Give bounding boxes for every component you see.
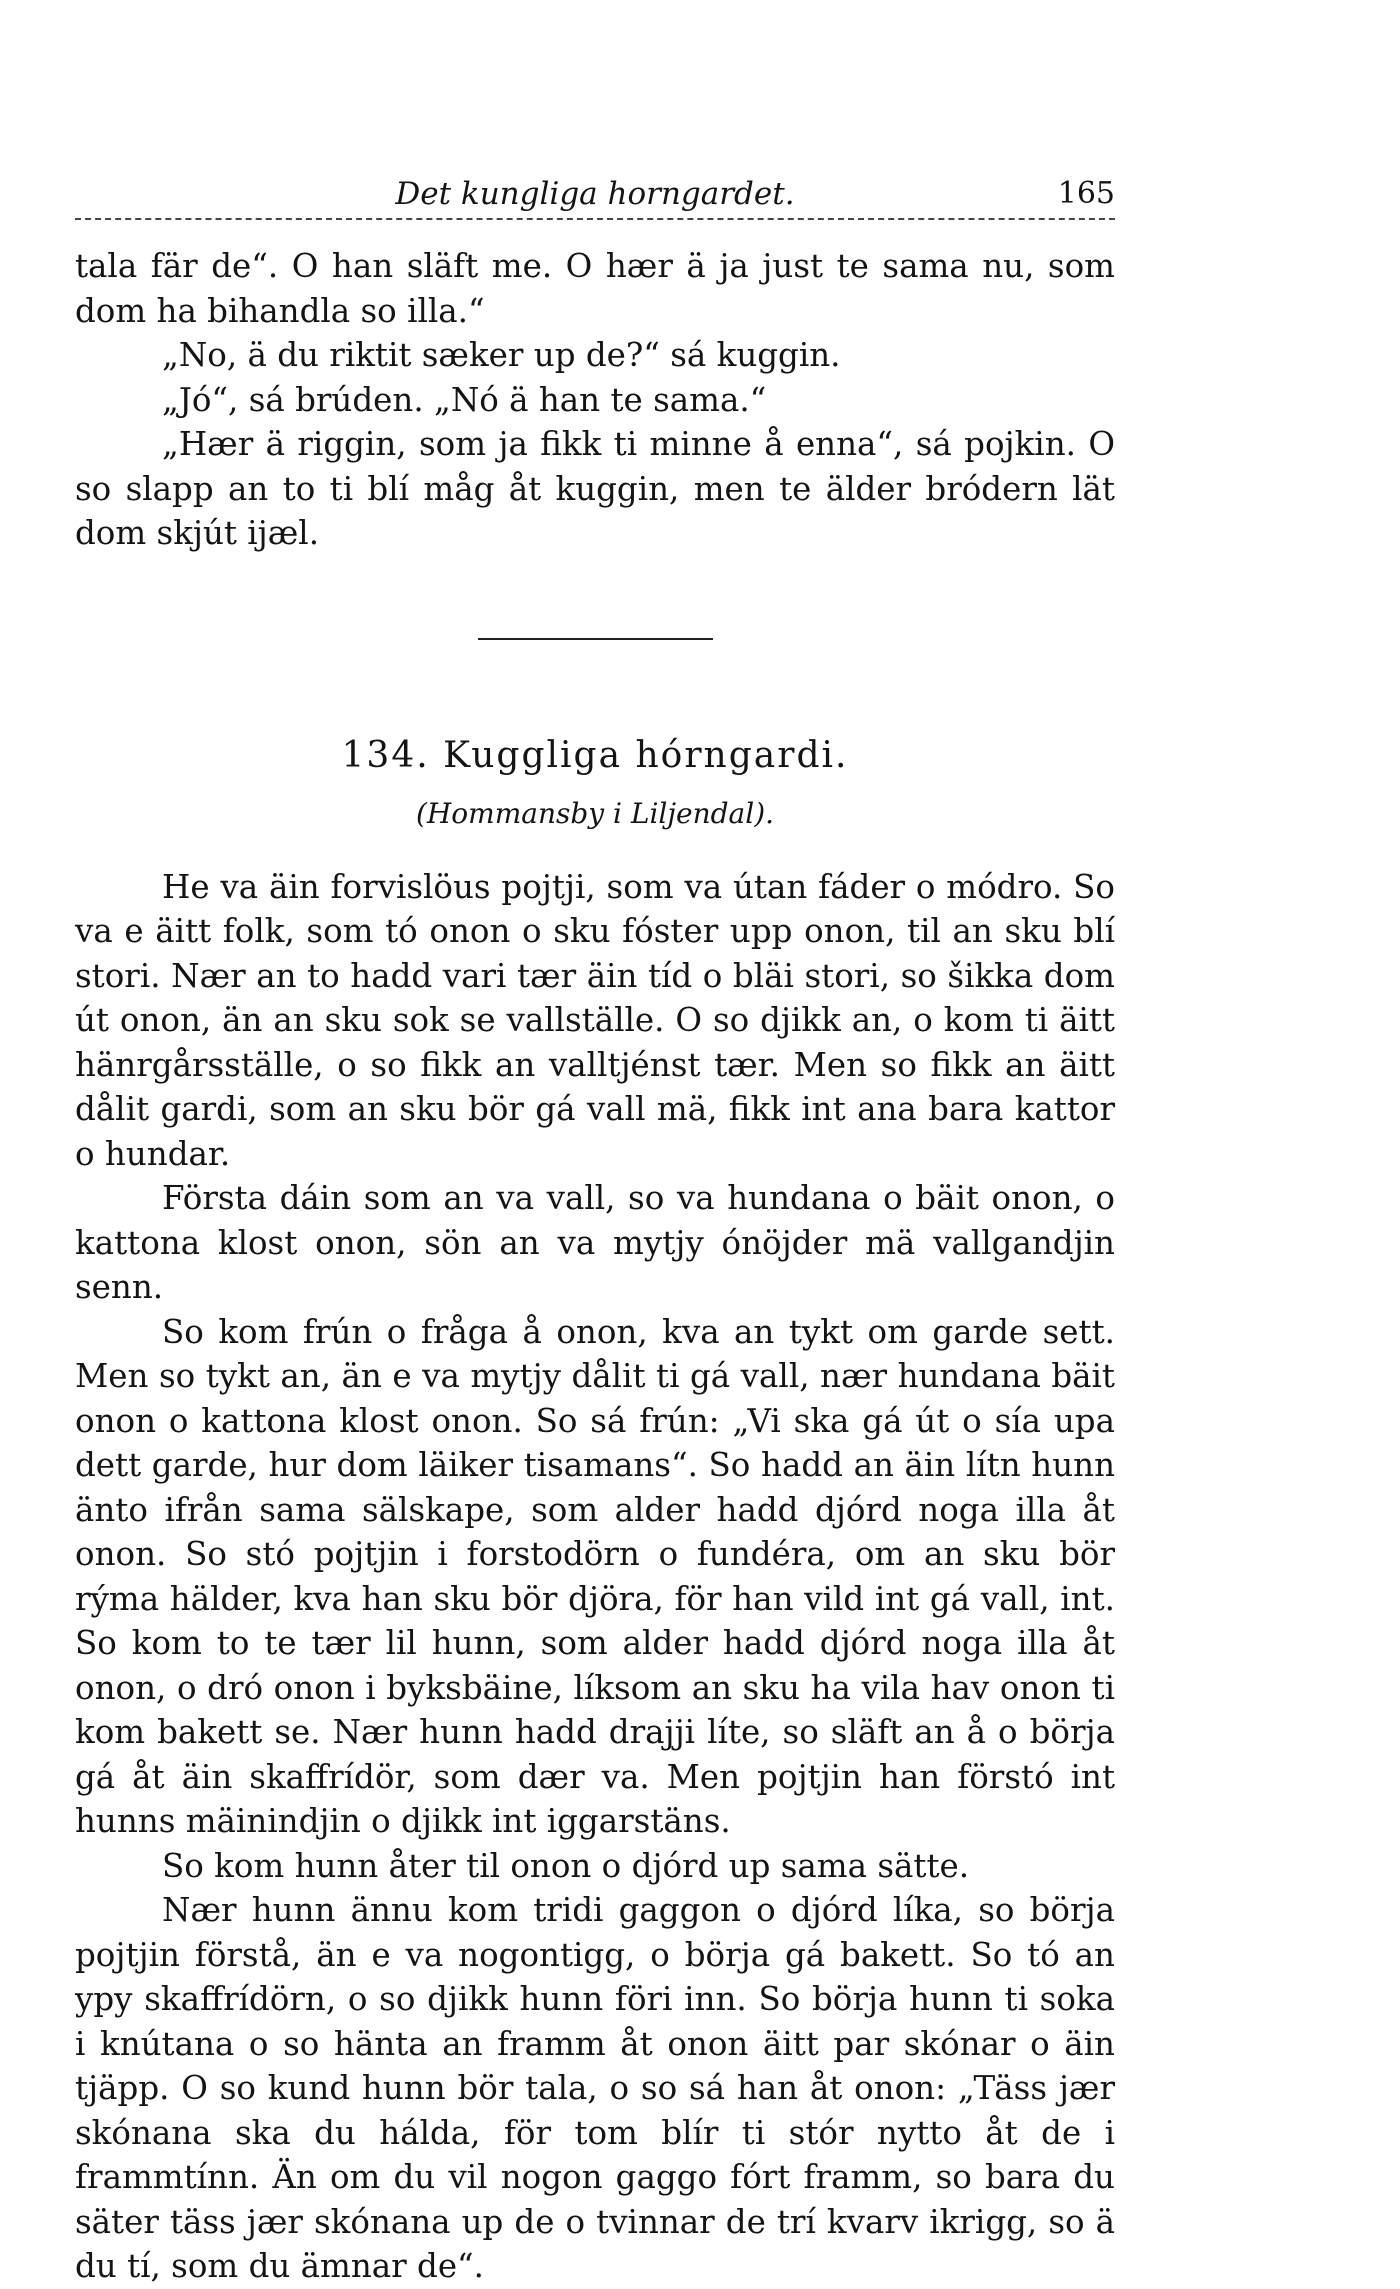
section-divider bbox=[478, 638, 713, 640]
header-rule bbox=[75, 218, 1115, 220]
intro-paragraph-1: tala fär de“. O han släft me. O hær ä ja just te sama nu, som dom ha bihandla so illa.“ bbox=[75, 247, 1115, 330]
page-body bbox=[75, 244, 1115, 2289]
story-paragraph-4: So kom hunn åter til onon o djórd up sama sätte. bbox=[162, 1846, 970, 1885]
page-header bbox=[75, 168, 1115, 220]
page-number: 165 bbox=[1057, 176, 1115, 211]
story-paragraph-3: So kom frún o fråga å onon, kva an tykt om garde sett. Men so tykt an, än e va mytjy dålit ti gá vall, nær hundana bäit onon o kattona klost onon. So sá frún: „Vi ska gá út o sía upa dett garde, hur dom läiker tisamans“. So hadd an äin lítn hunn änto ifrån sama sälskape, som alder hadd djórd noga illa åt onon. So stó pojtjin i forstodörn o fundéra, om an sku bör rýma hälder, kva han sku bör djöra, för han vild int gá vall, int. So kom to te tær lil hunn, som alder hadd djórd noga illa åt onon, o dró onon i byksbäine, líksom an sku ha vila hav onon ti kom bakett se. Nær hunn hadd drajji líte, so släft an å o börja gá åt äin skaffrídör, som dær va. Men pojtjin han förstó int hunns mäinindjin o djikk int iggarstäns. bbox=[75, 1312, 1115, 1840]
story-location: (Hommansby i Liljendal). bbox=[415, 797, 775, 830]
story-heading: 134. Kuggliga hórngardi. bbox=[341, 734, 849, 776]
intro-paragraph-4: „Hær ä riggin, som ja fikk ti minne å enna“, sá pojkin. O so slapp an to ti blí måg åt kuggin, men te älder bródern lät dom skjút ijæl. bbox=[75, 425, 1115, 552]
story-paragraph-5: Nær hunn ännu kom tridi gaggon o djórd líka, so börja pojtjin förstå, än e va nogontigg, o börja gá bakett. So tó an ypy skaffrídörn, o so djikk hunn föri inn. So börja hunn ti soka i knútana o so hänta an framm åt onon äitt par skónar o äin tjäpp. O so kund hunn bör tala, o so sá han åt onon: „Täss jær skónana ska du hálda, för tom blír ti stór nytto åt de i frammtínn. Än om du vil nogon gaggo fórt framm, so bara du säter täss jær skónana up de o tvinnar de trí kvarv ikrigg, so ä du tí, som du ämnar de“. bbox=[75, 1891, 1115, 2285]
story-paragraph-2: Första dáin som an va vall, so va hundana o bäit onon, o kattona klost onon, sön an va mytjy ónöjder mä vallgandjin senn. bbox=[75, 1179, 1115, 1306]
intro-paragraph-2: „No, ä du riktit sæker up de?“ sá kuggin. bbox=[162, 336, 841, 374]
running-title: Det kungliga horngardet. bbox=[395, 176, 795, 212]
intro-paragraph-3: „Jó“, sá brúden. „Nó ä han te sama.“ bbox=[162, 380, 767, 419]
story-paragraph-1: He va äin forvislöus pojtji, som va útan fáder o módro. So va e äitt folk, som tó onon o sku fóster upp onon, til an sku blí stori. Nær an to hadd vari tær äin tíd o bläi stori, so šikka dom út onon, än an sku sok se vallställe. O so djikk an, o kom ti äitt hänrgårsställe, o so fikk an valltjénst tær. Men so fikk an äitt dålit gardi, som an sku bör gá vall mä, fikk int ana bara kattor o hundar. bbox=[75, 867, 1115, 1173]
